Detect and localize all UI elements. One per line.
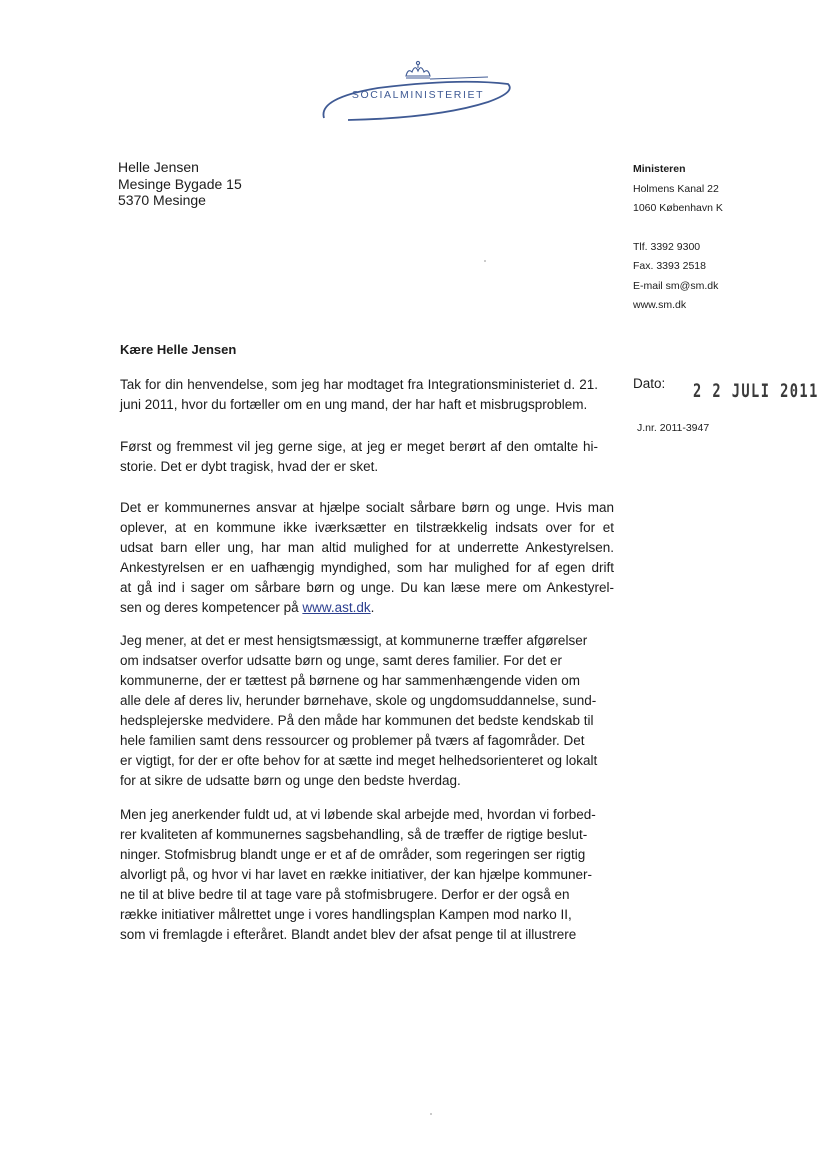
text-line: Først og fremmest vil jeg gerne sige, at jeg er meget berørt af den omtalte hi- [120, 439, 598, 454]
date-stamp: 2 2 JULI 2011 [693, 380, 819, 402]
sender-phone: Tlf. 3392 9300 [633, 240, 701, 253]
paragraph-1 [120, 375, 598, 415]
sender-block [633, 160, 723, 316]
text-line: Tak for din henvendelse, som jeg har modtaget fra Integrationsministeriet d. 21. [120, 377, 598, 392]
recipient-address [118, 159, 242, 209]
recipient-street: Mesinge Bygade 15 [118, 175, 242, 192]
paragraph-4 [120, 631, 598, 791]
text-line: Jeg mener, at det er mest hensigtsmæssigt, at kommunerne træffer afgørelser [120, 633, 588, 648]
recipient-city: 5370 Mesinge [118, 192, 206, 208]
text-line: Ankestyrelsen er en uafhængig myndighed, som har mulighed for af egen drift [120, 560, 614, 575]
paragraph-3 [120, 498, 614, 618]
text-line: udsat barn eller ung, har man altid mulighed for at underrette Ankestyrelsen. [120, 540, 614, 555]
text-line: som vi fremlagde i efteråret. Blandt andet blev der afsat penge til at illustrere [120, 927, 577, 942]
paragraph-5 [120, 805, 598, 945]
greeting: Kære Helle Jensen [120, 342, 237, 357]
text-line: Det er kommunernes ansvar at hjælpe socialt sårbare børn og unge. Hvis man [120, 500, 614, 515]
text-line: kommunerne, der er tættest på børnene og har sammenhængende viden om [120, 673, 581, 688]
scan-speck [484, 260, 486, 262]
text-line: ninger. Stofmisbrug blandt unge er et af de områder, som regeringen ser rigtig [120, 847, 586, 862]
logo-text: SOCIALMINISTERIET [351, 89, 485, 101]
text-line: for at sikre de udsatte børn og unge den bedste hverdag. [120, 773, 461, 788]
text-line [120, 598, 614, 618]
scan-speck [430, 1113, 432, 1115]
text-line: hedsplejerske medvidere. På den måde har kommunen det bedste kendskab til [120, 713, 594, 728]
text-fragment: sen og deres kompetencer på [120, 600, 303, 615]
recipient-name: Helle Jensen [118, 159, 199, 175]
sender-email: E-mail sm@sm.dk [633, 279, 719, 292]
sender-city: 1060 København K [633, 202, 723, 214]
crown-icon [318, 58, 518, 128]
date-label: Dato: [633, 376, 666, 391]
text-line: oplever, at en kommune ikke iværksætter en tilstrækkelig indsats over for et [120, 520, 614, 535]
text-line: er vigtigt, for der er ofte behov for at sætte ind meget helhedsorienteret og lokalt [120, 753, 598, 768]
sender-fax: Fax. 3393 2518 [633, 260, 706, 272]
sender-title: Ministeren [633, 163, 686, 175]
paragraph-2 [120, 437, 598, 477]
sender-website: www.sm.dk [633, 299, 687, 311]
text-line: om indsatser overfor udsatte børn og unge, samt deres familier. For det er [120, 653, 562, 668]
sender-street: Holmens Kanal 22 [633, 182, 719, 195]
text-line: Men jeg anerkender fuldt ud, at vi løbende skal arbejde med, hvordan vi forbed- [120, 807, 596, 822]
text-line: storie. Det er dybt tragisk, hvad der er sket. [120, 459, 379, 474]
ast-link[interactable]: www.ast.dk [302, 600, 371, 615]
text-line: alle dele af deres liv, herunder børnehave, skole og ungdomsuddannelse, sund- [120, 693, 597, 708]
text-line: række initiativer målrettet unge i vores handlingsplan Kampen mod narko II, [120, 907, 572, 922]
text-line: juni 2011, hvor du fortæller om en ung mand, der har haft et misbrugsproblem. [120, 397, 588, 412]
journal-number: J.nr. 2011-3947 [637, 422, 710, 434]
text-line: at gå ind i sager om sårbare børn og unge. Du kan læse mere om Ankestyrel- [120, 580, 614, 595]
text-fragment: . [370, 600, 375, 615]
text-line: ne til at blive bedre til at tage vare på stofmisbrugere. Derfor er der også en [120, 887, 570, 902]
text-line: alvorligt på, og hvor vi har lavet en række initiativer, der kan hjælpe kommuner- [120, 867, 592, 882]
text-line: hele familien samt dens ressourcer og problemer på tværs af fagområder. Det [120, 733, 585, 748]
ministry-logo [318, 58, 518, 128]
text-line: rer kvaliteten af kommunernes sagsbehandling, så de træffer de rigtige beslut- [120, 827, 588, 842]
